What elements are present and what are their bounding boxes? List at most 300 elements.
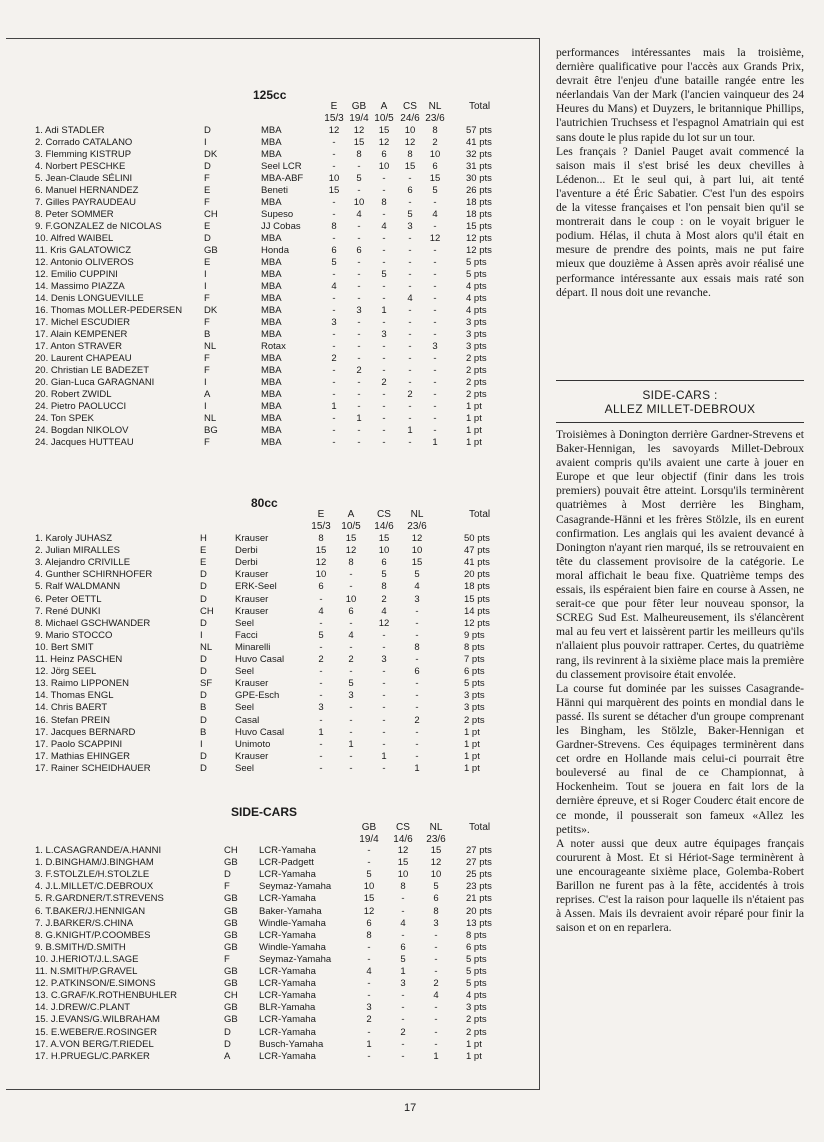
race-score: - bbox=[415, 617, 419, 629]
table-row bbox=[0, 845, 533, 857]
race-score: 5 bbox=[356, 173, 362, 184]
race-score: 2 bbox=[366, 1014, 372, 1026]
column-header bbox=[421, 101, 449, 125]
nationality: GB bbox=[224, 941, 238, 953]
race-score: - bbox=[319, 666, 323, 678]
machine: MBA bbox=[261, 389, 282, 400]
race-score: - bbox=[434, 929, 438, 941]
table-row bbox=[0, 197, 533, 209]
race-score: 12 bbox=[397, 845, 409, 856]
race-score: - bbox=[382, 389, 386, 400]
nationality: E bbox=[200, 545, 207, 557]
race-score: - bbox=[433, 197, 437, 208]
total-points: 8 pts bbox=[464, 641, 485, 653]
rider-name: 16. Thomas MOLLER-PEDERSEN bbox=[35, 305, 183, 316]
machine: Rotax bbox=[261, 341, 286, 352]
machine: Huvo Casal bbox=[235, 654, 285, 665]
race-score: - bbox=[408, 233, 412, 244]
total-points: 1 pt bbox=[464, 726, 480, 738]
nationality: GB bbox=[224, 1002, 238, 1014]
race-score: - bbox=[319, 714, 323, 726]
column-header bbox=[422, 822, 450, 846]
total-points: 9 pts bbox=[464, 629, 485, 641]
race-score: 6 bbox=[348, 605, 354, 617]
nationality: CH bbox=[224, 990, 238, 1002]
nationality: GB bbox=[224, 978, 238, 990]
race-score: - bbox=[401, 1014, 405, 1026]
total-points: 1 pt bbox=[466, 1038, 482, 1050]
rider-name: 8. G.KNIGHT/P.COOMBES bbox=[35, 929, 151, 941]
machine: Derbi bbox=[235, 545, 258, 557]
race-score: 8 bbox=[400, 881, 406, 893]
table-row bbox=[0, 763, 533, 775]
rider-name: 17. Mathias EHINGER bbox=[35, 750, 131, 762]
race-score: 4 bbox=[381, 605, 387, 617]
machine: MBA bbox=[261, 437, 282, 448]
race-score: 12 bbox=[429, 233, 441, 244]
race-score: 1 bbox=[381, 305, 387, 316]
race-score: - bbox=[349, 714, 353, 726]
nationality: D bbox=[200, 714, 207, 726]
machine: Minarelli bbox=[235, 641, 271, 653]
race-score: 6 bbox=[407, 185, 413, 196]
column-header-country: CS bbox=[377, 509, 391, 520]
machine: MBA bbox=[261, 197, 282, 208]
total-points: 13 pts bbox=[466, 917, 492, 929]
race-score: 3 bbox=[414, 593, 420, 605]
rider-name: 13. Raimo LIPPONEN bbox=[35, 678, 129, 690]
race-score: - bbox=[382, 690, 386, 702]
machine: ERK-Seel bbox=[235, 581, 277, 593]
race-score: - bbox=[357, 233, 361, 244]
column-header-country: NL bbox=[428, 101, 442, 112]
race-score: 6 bbox=[433, 893, 439, 905]
rider-name: 17. Alain KEMPENER bbox=[35, 329, 128, 340]
race-score: 10 bbox=[378, 545, 390, 557]
total-points: 21 pts bbox=[466, 893, 492, 905]
race-score: - bbox=[367, 1050, 371, 1062]
table-row bbox=[0, 353, 533, 365]
race-score: - bbox=[382, 714, 386, 726]
table-row bbox=[0, 881, 533, 893]
table-row bbox=[0, 245, 533, 257]
total-points: 50 pts bbox=[464, 533, 490, 544]
race-score: - bbox=[433, 245, 437, 256]
race-score: - bbox=[349, 617, 353, 629]
race-score: 4 bbox=[381, 221, 387, 232]
race-score: - bbox=[367, 978, 371, 990]
race-score: - bbox=[434, 966, 438, 977]
rider-name: 10. Bert SMIT bbox=[35, 641, 94, 653]
table-row bbox=[0, 257, 533, 269]
total-points: 5 pts bbox=[464, 678, 485, 690]
race-score: 5 bbox=[381, 269, 387, 280]
nationality: F bbox=[204, 365, 210, 376]
race-score: 1 bbox=[381, 750, 387, 762]
race-score: 1 bbox=[318, 726, 324, 738]
table-row bbox=[0, 137, 533, 149]
race-score: 5 bbox=[381, 569, 387, 581]
machine: Windle-Yamaha bbox=[259, 917, 326, 929]
race-score: - bbox=[401, 1002, 405, 1014]
rider-name: 16. Stefan PREIN bbox=[35, 714, 110, 726]
machine: MBA bbox=[261, 317, 282, 328]
race-score: 2 bbox=[381, 377, 387, 388]
race-score: 15 bbox=[378, 125, 390, 136]
race-score: - bbox=[349, 581, 353, 593]
machine: Honda bbox=[261, 245, 289, 256]
total-points: 1 pt bbox=[464, 738, 480, 750]
race-score: - bbox=[434, 953, 438, 965]
machine: MBA bbox=[261, 137, 282, 148]
rider-name: 7. René DUNKI bbox=[35, 605, 101, 617]
article-sidecars bbox=[556, 428, 804, 935]
rider-name: 24. Bogdan NIKOLOV bbox=[35, 425, 129, 436]
race-score: - bbox=[408, 197, 412, 208]
total-points: 1 pt bbox=[466, 401, 482, 412]
race-score: - bbox=[357, 437, 361, 448]
nationality: D bbox=[204, 161, 211, 172]
rider-name: 24. Pietro PAOLUCCI bbox=[35, 401, 127, 412]
race-score: - bbox=[357, 425, 361, 436]
machine: MBA bbox=[261, 329, 282, 340]
race-score: - bbox=[349, 666, 353, 678]
rider-name: 4. Norbert PESCHKE bbox=[35, 161, 126, 172]
nationality: GB bbox=[224, 929, 238, 941]
rider-name: 14. Massimo PIAZZA bbox=[35, 281, 125, 292]
total-points: 31 pts bbox=[466, 161, 492, 172]
race-score: - bbox=[433, 389, 437, 400]
article-divider bbox=[556, 422, 804, 423]
race-score: 10 bbox=[430, 869, 442, 881]
race-score: - bbox=[382, 293, 386, 304]
machine: LCR-Padgett bbox=[259, 857, 314, 869]
nationality: GB bbox=[224, 917, 238, 929]
race-score: 8 bbox=[331, 221, 337, 232]
column-header-date: 10/5 bbox=[341, 521, 361, 532]
race-score: - bbox=[349, 750, 353, 762]
race-score: - bbox=[332, 149, 336, 160]
race-score: - bbox=[408, 401, 412, 412]
machine: MBA bbox=[261, 281, 282, 292]
race-score: 15 bbox=[397, 857, 409, 869]
table-row bbox=[0, 1039, 533, 1051]
rider-name: 17. Paolo SCAPPINI bbox=[35, 738, 123, 750]
race-score: 8 bbox=[356, 149, 362, 160]
nationality: CH bbox=[204, 209, 218, 220]
nationality: B bbox=[200, 726, 207, 738]
table-row bbox=[0, 739, 533, 751]
total-points: 1 pt bbox=[464, 750, 480, 762]
race-score: - bbox=[408, 413, 412, 424]
race-score: - bbox=[434, 1014, 438, 1026]
article-divider bbox=[556, 380, 804, 381]
column-header-country: A bbox=[380, 101, 388, 112]
machine: MBA bbox=[261, 269, 282, 280]
column-header-date: 19/4 bbox=[349, 113, 369, 124]
nationality: GB bbox=[224, 966, 238, 977]
race-score: - bbox=[332, 209, 336, 220]
total-points: 47 pts bbox=[464, 545, 490, 557]
race-score: 15 bbox=[363, 893, 375, 905]
race-score: 15 bbox=[353, 137, 365, 148]
table-row bbox=[0, 857, 533, 869]
race-score: - bbox=[408, 353, 412, 364]
nationality: DK bbox=[204, 305, 218, 316]
race-score: - bbox=[319, 617, 323, 629]
race-score: - bbox=[349, 762, 353, 774]
race-score: 3 bbox=[381, 654, 387, 665]
total-points: 12 pts bbox=[466, 233, 492, 244]
table-row bbox=[0, 425, 533, 437]
nationality: DK bbox=[204, 149, 218, 160]
column-header-total: Total bbox=[469, 822, 491, 833]
machine: MBA bbox=[261, 233, 282, 244]
total-points: 7 pts bbox=[464, 654, 485, 665]
rider-name: 1. Adi STADLER bbox=[35, 125, 105, 136]
nationality: BG bbox=[204, 425, 218, 436]
rider-name: 15. J.EVANS/G.WILBRAHAM bbox=[35, 1014, 160, 1026]
race-score: - bbox=[382, 678, 386, 690]
race-score: - bbox=[332, 137, 336, 148]
race-score: - bbox=[382, 702, 386, 714]
nationality: F bbox=[224, 953, 230, 965]
race-score: 10 bbox=[411, 545, 423, 557]
race-score: - bbox=[357, 353, 361, 364]
table-row bbox=[0, 930, 533, 942]
race-score: - bbox=[433, 305, 437, 316]
table-row bbox=[0, 1002, 533, 1014]
race-score: - bbox=[434, 1026, 438, 1038]
machine: LCR-Yamaha bbox=[259, 1014, 316, 1026]
total-points: 3 pts bbox=[464, 702, 485, 714]
race-score: 5 bbox=[433, 881, 439, 893]
sidecars-heading-line2: ALLEZ MILLET-DEBROUX bbox=[604, 402, 756, 416]
race-score: - bbox=[382, 401, 386, 412]
rider-name: 1. D.BINGHAM/J.BINGHAM bbox=[35, 857, 154, 869]
race-score: 8 bbox=[318, 533, 324, 544]
race-score: - bbox=[382, 185, 386, 196]
total-points: 20 pts bbox=[466, 905, 492, 917]
column-header bbox=[307, 509, 335, 533]
machine: BLR-Yamaha bbox=[259, 1002, 316, 1014]
total-points: 2 pts bbox=[466, 365, 487, 376]
total-points: 5 pts bbox=[466, 978, 487, 990]
race-score: - bbox=[357, 293, 361, 304]
rider-name: 12. P.ATKINSON/E.SIMONS bbox=[35, 978, 156, 990]
machine: LCR-Yamaha bbox=[259, 990, 316, 1002]
total-points: 57 pts bbox=[466, 125, 492, 136]
race-score: 2 bbox=[331, 353, 337, 364]
table-row bbox=[0, 869, 533, 881]
column-header-country: E bbox=[330, 101, 338, 112]
race-score: - bbox=[319, 750, 323, 762]
race-score: - bbox=[367, 845, 371, 856]
table-row bbox=[0, 173, 533, 185]
total-points: 2 pts bbox=[466, 389, 487, 400]
race-score: 12 bbox=[430, 857, 442, 869]
race-score: - bbox=[408, 305, 412, 316]
total-points: 18 pts bbox=[464, 581, 490, 593]
table-row bbox=[0, 751, 533, 763]
race-score: - bbox=[382, 738, 386, 750]
race-score: - bbox=[408, 341, 412, 352]
table-row bbox=[0, 715, 533, 727]
race-score: - bbox=[382, 726, 386, 738]
rider-name: 20. Laurent CHAPEAU bbox=[35, 353, 132, 364]
nationality: D bbox=[224, 1038, 231, 1050]
race-score: - bbox=[382, 629, 386, 641]
table-row bbox=[0, 893, 533, 905]
rider-name: 13. C.GRAF/K.ROTHENBUHLER bbox=[35, 990, 177, 1002]
nationality: CH bbox=[200, 605, 214, 617]
race-score: - bbox=[415, 750, 419, 762]
race-score: 1 bbox=[433, 1050, 439, 1062]
section-title-sidecars: SIDE-CARS bbox=[231, 805, 298, 819]
race-score: - bbox=[332, 425, 336, 436]
nationality: GB bbox=[224, 1014, 238, 1026]
race-score: - bbox=[408, 173, 412, 184]
race-score: - bbox=[434, 941, 438, 953]
race-score: - bbox=[401, 905, 405, 917]
rider-name: 7. Gilles PAYRAUDEAU bbox=[35, 197, 137, 208]
race-score: - bbox=[401, 893, 405, 905]
column-header-country: CS bbox=[403, 101, 417, 112]
machine: Windle-Yamaha bbox=[259, 941, 326, 953]
race-score: - bbox=[401, 929, 405, 941]
table-row bbox=[0, 690, 533, 702]
rider-name: 24. Jacques HUTTEAU bbox=[35, 437, 134, 448]
race-score: 8 bbox=[348, 557, 354, 569]
machine: Baker-Yamaha bbox=[259, 905, 322, 917]
race-score: - bbox=[382, 365, 386, 376]
race-score: - bbox=[382, 233, 386, 244]
race-score: - bbox=[415, 629, 419, 641]
race-score: - bbox=[357, 401, 361, 412]
race-score: - bbox=[319, 678, 323, 690]
column-header-total: Total bbox=[469, 509, 491, 520]
page-number: 17 bbox=[404, 1102, 417, 1114]
table-row bbox=[0, 569, 533, 581]
nationality: D bbox=[200, 762, 207, 774]
race-score: - bbox=[332, 293, 336, 304]
nationality: F bbox=[204, 293, 210, 304]
machine: Casal bbox=[235, 714, 260, 726]
nationality: D bbox=[224, 869, 231, 881]
race-score: 8 bbox=[381, 197, 387, 208]
race-score: 8 bbox=[433, 905, 439, 917]
race-score: - bbox=[319, 593, 323, 605]
race-score: - bbox=[332, 389, 336, 400]
race-score: - bbox=[332, 233, 336, 244]
race-score: - bbox=[434, 1038, 438, 1050]
race-score: - bbox=[357, 269, 361, 280]
nationality: NL bbox=[204, 413, 217, 424]
rider-name: 20. Christian LE BADEZET bbox=[35, 365, 150, 376]
race-score: - bbox=[433, 365, 437, 376]
race-score: 2 bbox=[407, 389, 413, 400]
race-score: 6 bbox=[414, 666, 420, 678]
table-row bbox=[0, 329, 533, 341]
race-score: - bbox=[382, 641, 386, 653]
rider-name: 20. Robert ZWIDL bbox=[35, 389, 112, 400]
machine: MBA bbox=[261, 413, 282, 424]
race-score: 6 bbox=[356, 245, 362, 256]
total-points: 32 pts bbox=[466, 149, 492, 160]
race-score: - bbox=[415, 654, 419, 665]
race-score: 8 bbox=[432, 125, 438, 136]
table-row bbox=[0, 365, 533, 377]
column-header-total: Total bbox=[469, 101, 491, 112]
rider-name: 10. J.HERIOT/J.L.SAGE bbox=[35, 953, 139, 965]
race-score: - bbox=[433, 293, 437, 304]
machine: Seel LCR bbox=[261, 161, 302, 172]
column-header-date: 19/4 bbox=[359, 834, 379, 845]
race-score: 15 bbox=[404, 161, 416, 172]
table-row bbox=[0, 654, 533, 666]
table-row bbox=[0, 942, 533, 954]
article-paragraph: Les français ? Daniel Pauget avait commencé la saison mais il s'est brisé les deux chevilles à Lédenon... Et le seul qui, à part lui, ait tenté l'aventure a été Éric Sabatier. C'est l'un des espoirs de la vitesse françaises et l'on pensait bien qu'il se montrerait dans le coup : on le voyait briguer le podium. Hélas, il chuta à Most alors qu'il était en mesure de prendre des points, mais ne put faire mieux que douzième à Assen après avoir réalisé une performance intéressante aux essais mais raté son départ. Il nous doit une revanche. bbox=[556, 144, 804, 299]
total-points: 2 pts bbox=[466, 353, 487, 364]
nationality: GB bbox=[204, 245, 218, 256]
column-header-country: NL bbox=[410, 509, 424, 520]
race-score: - bbox=[367, 941, 371, 953]
total-points: 3 pts bbox=[464, 690, 485, 702]
race-score: - bbox=[357, 281, 361, 292]
total-points: 1 pt bbox=[464, 762, 480, 774]
total-points: 3 pts bbox=[466, 329, 487, 340]
race-score: 10 bbox=[397, 869, 409, 881]
race-score: 12 bbox=[378, 137, 390, 148]
nationality: E bbox=[204, 257, 211, 268]
total-points: 41 pts bbox=[466, 137, 492, 148]
race-score: 1 bbox=[407, 425, 413, 436]
table-row bbox=[0, 161, 533, 173]
rider-name: 2. Corrado CATALANO bbox=[35, 137, 133, 148]
race-score: 12 bbox=[345, 545, 357, 557]
article-paragraph: A noter aussi que deux autre équipages français coururent à Most. Et si Hériot-Sage terminèrent à une encourageante sixième place, Golemba-Robert Barillon ne furent pas à la fête, accidentés à trois reprises. C'est la raison pour laquelle ils n'étaient pas à Assen. Mais ils devraient avoir réparé pour finir la saison et on en reparlera. bbox=[556, 836, 804, 935]
machine: MBA bbox=[261, 401, 282, 412]
machine: MBA bbox=[261, 293, 282, 304]
column-header-date: 14/6 bbox=[393, 834, 413, 845]
race-score: 12 bbox=[315, 557, 327, 569]
table-row bbox=[0, 557, 533, 569]
machine: MBA bbox=[261, 257, 282, 268]
nationality: E bbox=[204, 221, 211, 232]
machine: Huvo Casal bbox=[235, 726, 285, 738]
total-points: 12 pts bbox=[466, 245, 492, 256]
race-score: - bbox=[408, 245, 412, 256]
total-points: 6 pts bbox=[464, 666, 485, 678]
machine: JJ Cobas bbox=[261, 221, 301, 232]
race-score: - bbox=[433, 257, 437, 268]
table-row bbox=[0, 702, 533, 714]
race-score: - bbox=[382, 425, 386, 436]
nationality: F bbox=[224, 881, 230, 893]
race-score: - bbox=[332, 413, 336, 424]
machine: Krauser bbox=[235, 593, 269, 605]
table-row bbox=[0, 401, 533, 413]
table-row bbox=[0, 727, 533, 739]
race-score: 5 bbox=[414, 569, 420, 581]
race-score: 3 bbox=[381, 329, 387, 340]
race-score: - bbox=[433, 401, 437, 412]
race-score: 6 bbox=[318, 581, 324, 593]
race-score: - bbox=[382, 666, 386, 678]
nationality: I bbox=[204, 269, 207, 280]
race-score: - bbox=[332, 197, 336, 208]
race-score: - bbox=[408, 317, 412, 328]
